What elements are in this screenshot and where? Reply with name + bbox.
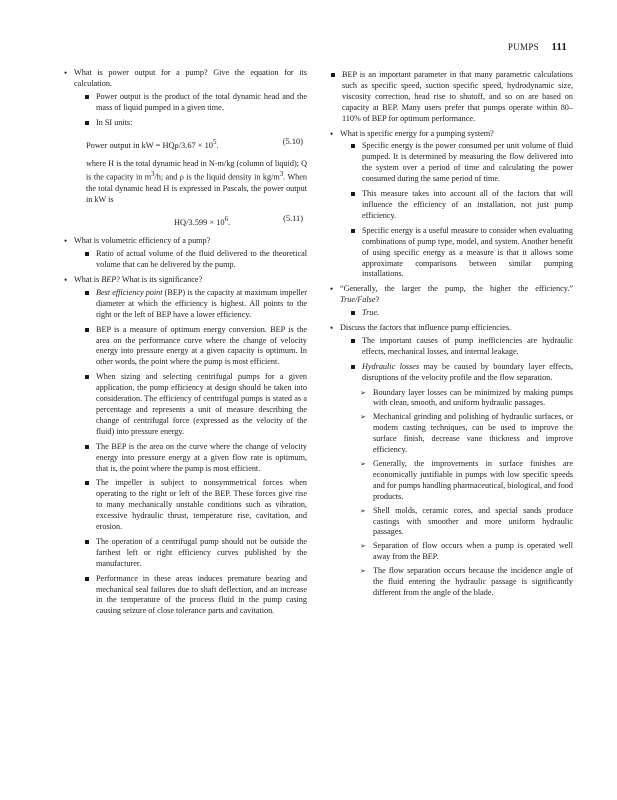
sub-answer-list [340,388,573,599]
answer-item: The BEP is the area on the curve where the change of velocity energy into pressure energy at a given flow rate is optimum, that is, the point where the pump is most efficient. [74,442,307,475]
answer-list [74,92,307,129]
where-paragraph: where H is the total dynamic head in N-m/kg (column of liquid); Q is the capacity in $m^3/h$; and ρ is the liquid density in $kg/m^3$. When the total dynamic head H is expressed in Pascals, the power output in kW is [86,159,307,204]
equation-body: $HQ/3.599 \times 10^6$. [174,214,231,227]
answer-list [340,308,573,319]
answer-item: Specific energy is the power consumed per unit volume of fluid pumped. It is determined by measuring the flow delivered into the system over a period of time and calculating the power consumed during the same period of time. [340,141,573,185]
answer-item: The important causes of pump inefficiencies are hydraulic effects, mechanical losses, and internal leakage. [340,336,573,358]
answer-item: BEP is an important parameter in that many parametric calculations such as specific speed, suction specific speed, hydrodynamic size, viscosity correction, head rise to shutoff, and so on are based on capacity at BEP. Many users prefer that pumps operate within 80–110% of BEP for optimum performance. [330,70,573,125]
equation-5-11 [64,214,307,229]
answer-item: Specific energy is a useful measure to consider when evaluating combinations of pump type, model, and system. Another benefit of using specific energy as a measure is that it allows some approximate comparisons between similar pumping installations. [340,226,573,281]
sub-answer-item: ➢ Boundary layer losses can be minimized by making pumps with clean, smooth, and uniform hydraulic passages. [340,388,573,410]
answer-list [340,141,573,280]
equation-body: Power output in kW = $HQ\rho/3.67 \times 10^5$. [86,137,219,150]
page-number: 111 [551,42,567,53]
right-question-list [330,129,573,599]
page-header [508,42,567,53]
answer-item: When sizing and selecting centrifugal pumps for a given application, the pump efficiency at design should be taken into consideration. The efficiency of centrifugal pumps is stated as a percentage and represents a unit of measure describing the change of centrifugal force (expressed as the velocity of the fluid) into pressure energy. [74,372,307,437]
question-power-output [64,68,307,129]
question-text: What is volumetric efficiency of a pump? [74,236,211,246]
answer-item: Ratio of actual volume of the fluid delivered to the theoretical volume that can be delivered by the pump. [74,249,307,271]
answer-item: BEP is a measure of optimum energy conversion. BEP is the area on the performance curve where the change of velocity energy into pressure energy at a given capacity is optimum. In other words, the point where the pump is most efficient. [74,325,307,369]
sub-answer-item: ➢ Shell molds, ceramic cores, and special sands produce castings with smoother and more uniform hydraulic passages. [340,506,573,539]
answer-item: Power output is the product of the total dynamic head and the mass of liquid pumped in a given time. [74,92,307,114]
question-pump-efficiency-factors [330,323,573,599]
question-text: What is power output for a pump? Give the equation for its calculation. [74,68,307,88]
answer-item: Best efficiency point (BEP) is the capacity at maximum impeller diameter at which the efficiency is highest. All points to the right or the left of BEP have a lower efficiency. [74,288,307,321]
equation-5-10 [64,137,307,152]
sub-answer-item: ➢ Generally, the improvements in surface finishes are economically justifiable in pumps with low specific speeds and for pumps handling pharmaceutical, biological, and food products. [340,459,573,503]
question-specific-energy [330,129,573,281]
sub-answer-item: ➢ The flow separation occurs because the incidence angle of the fluid entering the hydraulic passage is significantly different from the angle of the blade. [340,566,573,599]
question-volumetric-efficiency [64,236,307,271]
question-larger-pump [330,284,573,319]
answer-item: Performance in these areas induces premature bearing and mechanical seal failures due to shaft deflection, and an increase in the temperature of the process fluid in the pump casing causing seizure of close tolerance parts and cavitation. [74,574,307,618]
sub-answer-item: ➢ Mechanical grinding and polishing of hydraulic surfaces, or modern casting techniques, can be used to improve the surface finish, decrease vane thickness and improve efficiency. [340,412,573,456]
equation-number: (5.10) [282,136,303,146]
sub-answer-item: ➢ Separation of flow occurs when a pump is operated well away from the BEP. [340,541,573,563]
question-text: “Generally, the larger the pump, the higher the efficiency.” True/False? [340,284,573,305]
answer-item: In SI units: [74,118,307,129]
left-question-list-2 [64,236,307,617]
answer-item: The operation of a centrifugal pump should not be outside the farthest left or right efficiency curves published by the manufacturer. [74,537,307,570]
left-column [64,68,307,621]
answer-item: The impeller is subject to nonsymmetrical forces when operating to the right or left of the BEP. These forces give rise to many mechanically unstable conditions such as vibration, excessive hydraulic thrust, temperature rise, cavitation, and erosion. [74,478,307,533]
question-text: Discuss the factors that influence pump efficiencies. [340,323,512,333]
answer-list [74,288,307,617]
question-text: What is BEP? What is its significance? [74,275,203,285]
continued-answer-list [330,70,573,125]
answer-item: True. [340,308,573,319]
running-head: PUMPS [507,42,539,52]
left-question-list [64,68,307,129]
answer-item: This measure takes into account all of the factors that will influence the efficiency of an installation, not just pump efficiency. [340,189,573,222]
answer-list [74,249,307,271]
answer-item: Hydraulic losses may be caused by boundary layer effects, disruptions of the velocity profile and the flow separation. [340,362,573,384]
question-text: What is specific energy for a pumping system? [340,128,494,138]
right-column [330,68,573,603]
answer-list [340,336,573,384]
equation-number: (5.11) [283,213,303,223]
question-bep [64,275,307,617]
